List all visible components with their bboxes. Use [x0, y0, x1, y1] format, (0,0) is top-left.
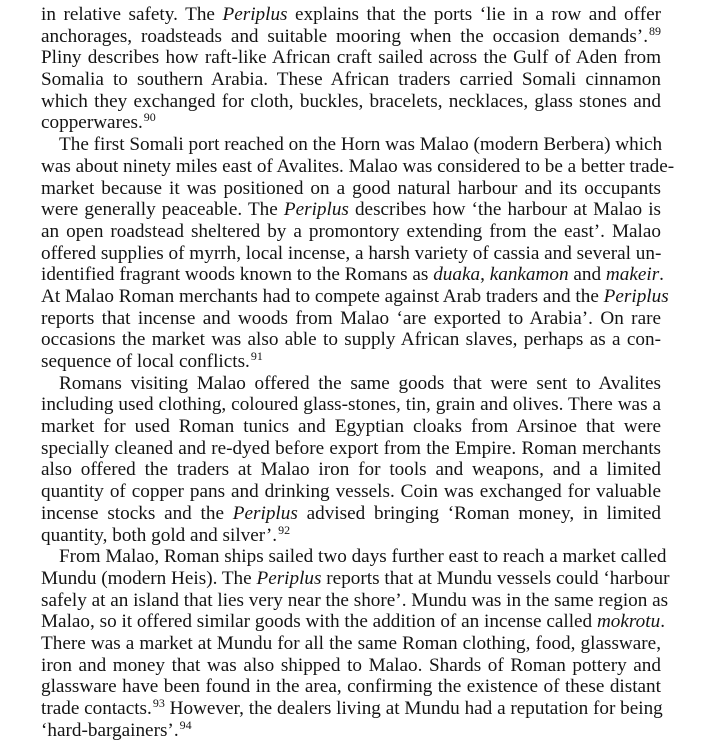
text-run: was about ninety miles east of Avalites. Malao was considered to be a better trade- — [41, 155, 675, 177]
text-run: copperwares. — [41, 112, 143, 134]
footnote-ref: 94 — [179, 717, 192, 732]
paragraph — [41, 4, 661, 134]
text-run: The first Somali port reached on the Horn was Malao (modern Berbera) which — [59, 134, 663, 156]
text-line — [41, 589, 669, 612]
text-line — [41, 199, 661, 221]
text-run: advised bringing ‘Roman money, in limited — [297, 502, 661, 524]
text-run: glassware have been found in the area, confirming the existence of these distant — [41, 676, 661, 698]
text-run: also offered the traders at Malao iron for tools and weapons, and a limited — [41, 459, 661, 481]
text-line — [41, 373, 661, 395]
text-line — [41, 112, 661, 134]
text-line — [41, 264, 664, 286]
text-run: At Malao Roman merchants had to compete against Arab traders and the — [41, 285, 604, 307]
italic-term: Periplus — [603, 285, 669, 307]
text-line — [41, 47, 661, 69]
text-line — [41, 91, 661, 113]
text-run: market because it was positioned on a good natural harbour and its occupants — [41, 177, 661, 199]
text-line — [41, 23, 661, 48]
footnote-ref: 91 — [250, 349, 263, 363]
text-line — [41, 717, 661, 741]
text-line — [41, 134, 661, 156]
italic-term: Periplus — [222, 4, 288, 25]
italic-term: makeir — [605, 264, 660, 286]
text-run: sequence of local conflicts. — [41, 351, 250, 372]
text-run: From Malao, Roman ships sailed two days further east to reach a market called — [59, 546, 667, 568]
text-line — [41, 243, 661, 265]
footnote-ref: 93 — [152, 696, 165, 710]
italic-term: mokrotu — [596, 611, 661, 633]
text-run: ‘hard-bargainers’. — [41, 719, 179, 741]
footnote-ref: 90 — [143, 110, 156, 125]
text-run: in relative safety. The — [41, 4, 223, 25]
text-line — [41, 655, 661, 677]
text-run: were generally peaceable. The — [41, 199, 284, 221]
text-run: Malao, so it offered similar goods with the addition of an incense called — [41, 611, 597, 633]
text-line — [41, 546, 667, 568]
paragraph — [41, 373, 661, 547]
text-run: . — [660, 611, 665, 633]
text-run: quantity, both gold and silver’. — [41, 524, 278, 546]
text-run: trade contacts. — [41, 698, 152, 719]
text-line — [41, 459, 661, 481]
text-line — [41, 698, 661, 720]
text-line — [41, 178, 661, 200]
text-line — [41, 416, 661, 438]
paragraph — [41, 546, 670, 741]
text-run: quantity of copper pans and drinking vessels. Coin was exchanged for valuable — [41, 481, 661, 503]
italic-term: kankamon — [489, 264, 569, 286]
text-run: , — [480, 264, 490, 286]
text-run: . — [659, 264, 664, 286]
text-run: iron and money that was also shipped to Malao. Shards of Roman pottery and — [41, 654, 661, 676]
document-page — [41, 4, 675, 741]
text-run: Romans visiting Malao offered the same goods that were sent to Avalites — [59, 372, 661, 394]
text-line — [41, 285, 669, 308]
text-run: anchorages, roadsteads and suitable mooring when the occasion demands’. — [41, 25, 648, 47]
text-run: Mundu (modern Heis). The — [41, 567, 257, 589]
text-run: describes how ‘the harbour at Malao is — [348, 199, 661, 221]
italic-term: Periplus — [232, 502, 298, 524]
text-run: and — [568, 264, 606, 286]
text-line — [41, 351, 661, 373]
text-run: market for used Roman tunics and Egyptian cloaks from Arsinoe that were — [41, 416, 661, 438]
text-line — [41, 567, 670, 590]
text-run: identified fragrant woods known to the Romans as — [41, 264, 434, 286]
text-line — [41, 221, 661, 243]
text-run: reports that at Mundu vessels could ‘harbour — [321, 567, 670, 589]
text-line — [41, 503, 661, 525]
text-run: offered supplies of myrrh, local incense, a harsh variety of cassia and several un- — [41, 242, 662, 264]
text-line — [41, 394, 661, 416]
footnote-ref: 89 — [649, 23, 661, 38]
text-run: specially cleaned and re-dyed before export from the Empire. Roman merchants — [41, 437, 661, 459]
text-line — [41, 4, 661, 26]
text-run: However, the dealers living at Mundu had a reputation for being — [164, 698, 663, 719]
footnote-ref: 92 — [278, 522, 291, 537]
text-run: an open roadstead sheltered by a promontory extending from the east’. Malao — [41, 220, 661, 242]
text-line — [41, 329, 661, 351]
text-run: safely at an island that lies very near the shore’. Mundu was in the same region as — [41, 589, 669, 611]
text-run: which they exchanged for cloth, buckles, bracelets, necklaces, glass stones and — [41, 90, 661, 112]
paragraph — [41, 134, 675, 373]
italic-term: Periplus — [283, 199, 349, 221]
text-line — [41, 69, 661, 91]
text-line — [41, 155, 675, 178]
text-run: Somalia to southern Arabia. These African traders carried Somali cinnamon — [41, 69, 661, 91]
text-line — [41, 633, 661, 655]
text-line — [41, 481, 661, 503]
text-line — [41, 438, 661, 460]
italic-term: Periplus — [256, 567, 322, 589]
text-line — [41, 308, 661, 330]
text-run: There was a market at Mundu for all the same Roman clothing, food, glassware, — [41, 632, 661, 654]
italic-term: duaka — [433, 264, 481, 286]
text-run: incense stocks and the — [41, 502, 233, 524]
text-run: explains that the ports ‘lie in a row and offer — [287, 4, 661, 25]
text-run: occasions the market was also able to supply African slaves, perhaps as a con- — [41, 329, 661, 351]
text-run: including used clothing, coloured glass-stones, tin, grain and olives. There was a — [41, 394, 661, 416]
text-run: Pliny describes how raft-like African craft sailed across the Gulf of Aden from — [41, 47, 661, 69]
text-line — [41, 522, 661, 547]
text-run: reports that incense and woods from Malao ‘are exported to Arabia’. On rare — [41, 307, 661, 329]
text-line — [41, 611, 665, 633]
text-line — [41, 676, 661, 698]
